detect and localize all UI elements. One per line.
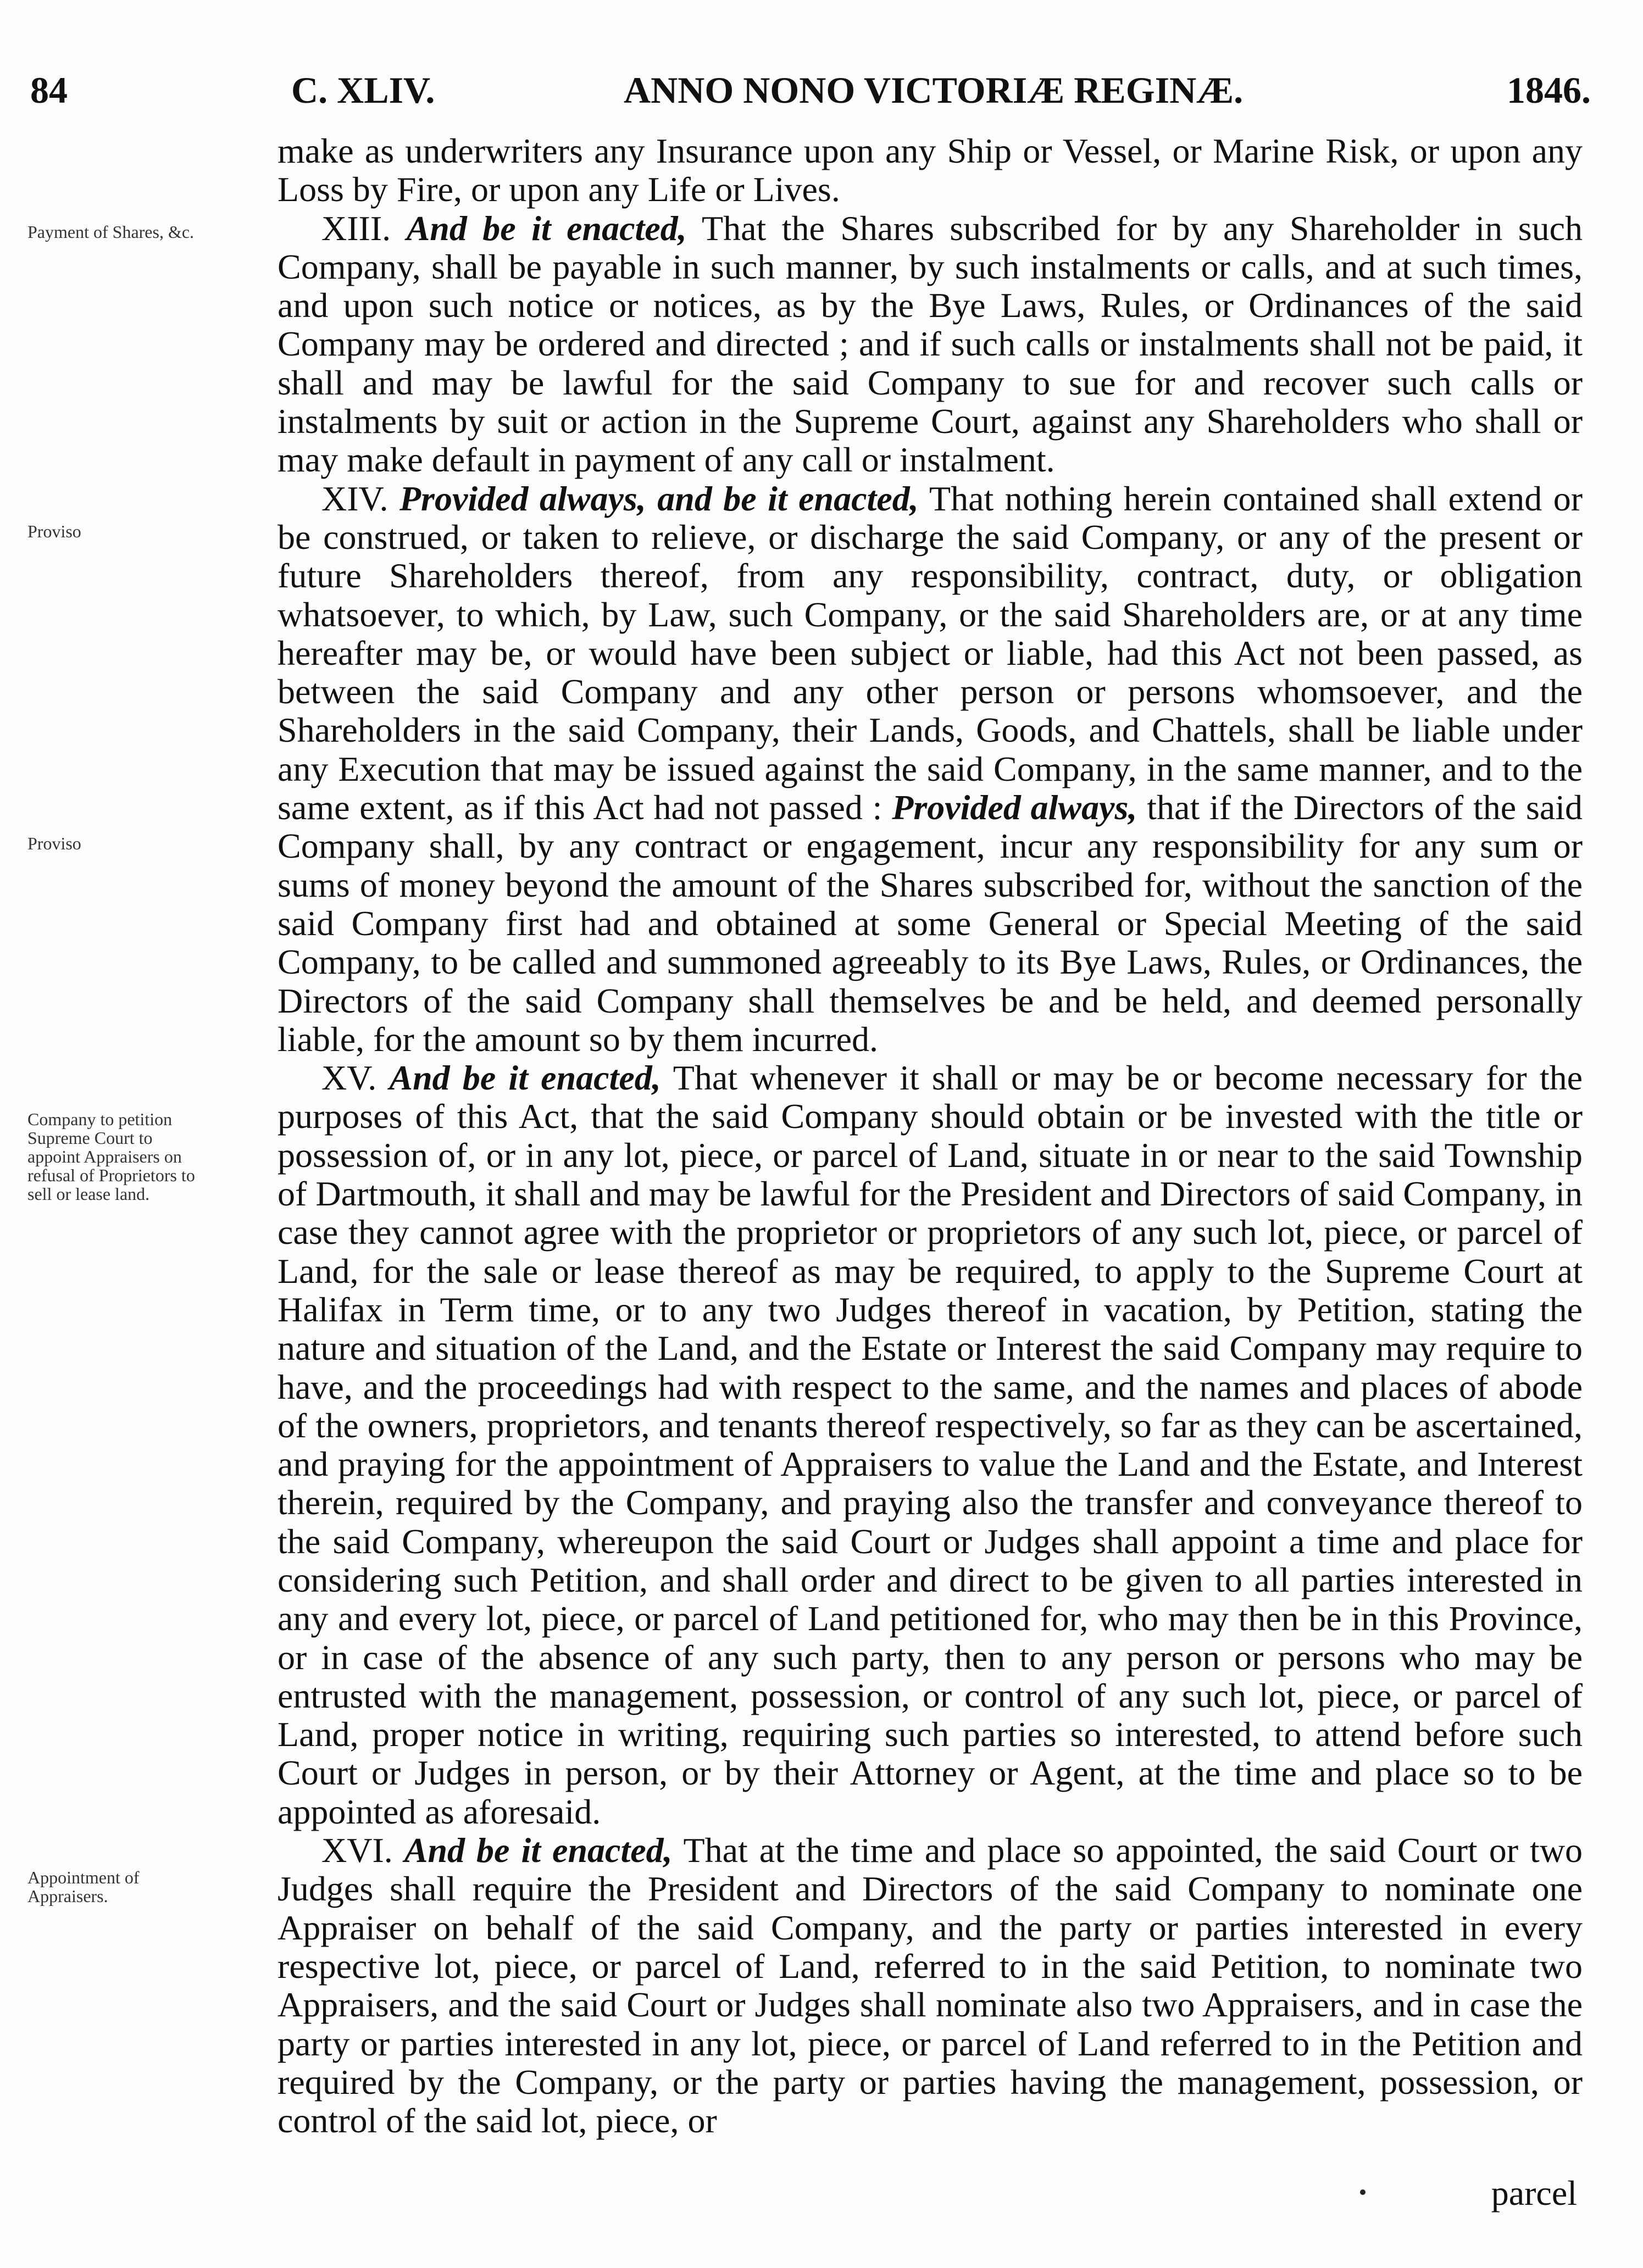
section-text: That the Shares subscribed for by any Shareholder in such Company, shall be payable in such manner, by such instalments or calls, and at such times, and upon such notice or notices, as by the Bye Laws, Rules, or Ordinances of the said Company may be ordered and directed ; and if such calls or instalments shall not be paid, it shall and may be lawful for the said Company to sue for and recover such calls or instalments by suit or action in the Supreme Court, against any Shareholders who shall or may make default in payment of any call or instalment. — [277, 208, 1583, 480]
printer-mark — [1360, 2189, 1366, 2195]
proviso-clause: Provided always, — [892, 788, 1137, 827]
section-text-continued: that if the Directors of the said Company shall, by any contract or engagement, incur any responsibility for any sum or sums of money beyond the amount of the Shares subscribed for, without the sanction of the said Company first had and obtained at some General or Special Meeting of the said Company, to be called and summoned agreeably to its Bye Laws, Rules, or Ordinances, the Directors of the said Company shall themselves be and be held, and deemed personally liable, for the amount so by them incurred. — [277, 788, 1583, 1059]
section-number: XIII. — [321, 208, 391, 248]
section-xv — [277, 1059, 1583, 1831]
page-number: 84 — [30, 69, 68, 111]
continuation-paragraph: make as underwriters any Insurance upon any Ship or Vessel, or Marine Risk, or upon any Loss by Fire, or upon any Life or Lives. — [277, 131, 1583, 209]
enacting-clause: And be it enacted, — [389, 1058, 661, 1098]
running-header — [30, 69, 1591, 129]
margin-note-company-petition: Company to petition Supreme Court to appoint Appraisers on refusal of Proprietors to sell or lease land. — [27, 1109, 195, 1204]
margin-note-proviso-2: Proviso — [27, 833, 81, 853]
chapter-number: C. XLIV. — [291, 69, 435, 111]
margin-note-payment-of-shares: Payment of Shares, &c. — [27, 222, 195, 242]
margin-note-appointment-of-appraisers: Appointment of Appraisers. — [27, 1867, 140, 1906]
catchword: parcel — [1491, 2174, 1577, 2213]
section-text: That whenever it shall or may be or become necessary for the purposes of this Act, that the said Company should obtain or be invested with the title or possession of, or in any lot, piece, or parcel of Land, situate in or near to the said Township of Dartmouth, it shall and may be lawful for the President and Directors of said Company, in case they cannot agree with the proprietor or proprietors of any such lot, piece, or parcel of Land, for the sale or lease thereof as may be required, to apply to the Supreme Court at Halifax in Term time, or to any two Judges thereof in vacation, by Petition, stating the nature and situation of the Land, and the Estate or Interest the said Company may require to have, and the proceedings had with respect to the same, and the names and places of abode of the owners, proprietors, and tenants thereof respectively, so far as they can be ascertained, and praying for the appointment of Appraisers to value the Land and the Estate, and Interest therein, required by the Company, and praying also the transfer and conveyance thereof to the said Company, whereupon the said Court or Judges shall appoint a time and place for considering such Petition, and shall order and direct to be given to all parties interested in any and every lot, piece, or parcel of Land petitioned for, who may then be in this Province, or in case of the absence of any such party, then to any person or persons who may be entrusted with the management, possession, or control of any such lot, piece, or parcel of Land, proper notice in writing, requiring such parties so interested, to attend before such Court or Judges in person, or by their Attorney or Agent, at the time and place so to be appointed as aforesaid. — [277, 1058, 1583, 1831]
section-text: That at the time and place so appointed, the said Court or two Judges shall require the President and Directors of the said Company to nominate one Appraiser on behalf of the said Company, and the party or parties interested in every respective lot, piece, or parcel of Land, referred to in the said Petition, to nominate two Appraisers, and the said Court or Judges shall nominate also two Appraisers, and in case the party or parties interested in any lot, piece, or parcel of Land referred to in the Petition and required by the Company, or the party or parties having the management, possession, or control of the said lot, piece, or — [277, 1831, 1583, 2141]
section-number: XV. — [321, 1058, 377, 1098]
enacting-clause: Provided always, and be it enacted, — [399, 479, 919, 518]
section-text: That nothing herein contained shall extend or be construed, or taken to relieve, or discharge the said Company, or any of the present or future Shareholders thereof, from any responsibility, contract, duty, or obligation whatsoever, to which, by Law, such Company, or the said Shareholders are, or at any time hereafter may be, or would have been subject or liable, had this Act not been passed, as between the said Company and any other person or persons whomsoever, and the Shareholders in the said Company, their Lands, Goods, and Chattels, shall be liable under any Execution that may be issued against the said Company, in the same manner, and to the same extent, as if this Act had not passed : — [277, 479, 1583, 827]
margin-note-proviso: Proviso — [27, 521, 81, 541]
year: 1846. — [1507, 69, 1591, 111]
enacting-clause: And be it enacted, — [404, 1831, 673, 1870]
section-number: XIV. — [321, 479, 388, 518]
running-title: ANNO NONO VICTORIÆ REGINÆ. — [624, 69, 1244, 111]
section-xiii — [277, 209, 1583, 480]
section-xvi — [277, 1831, 1583, 2140]
body-text — [277, 132, 1583, 2140]
enacting-clause: And be it enacted, — [406, 208, 687, 248]
section-xiv — [277, 480, 1583, 1059]
section-number: XVI. — [321, 1831, 393, 1870]
